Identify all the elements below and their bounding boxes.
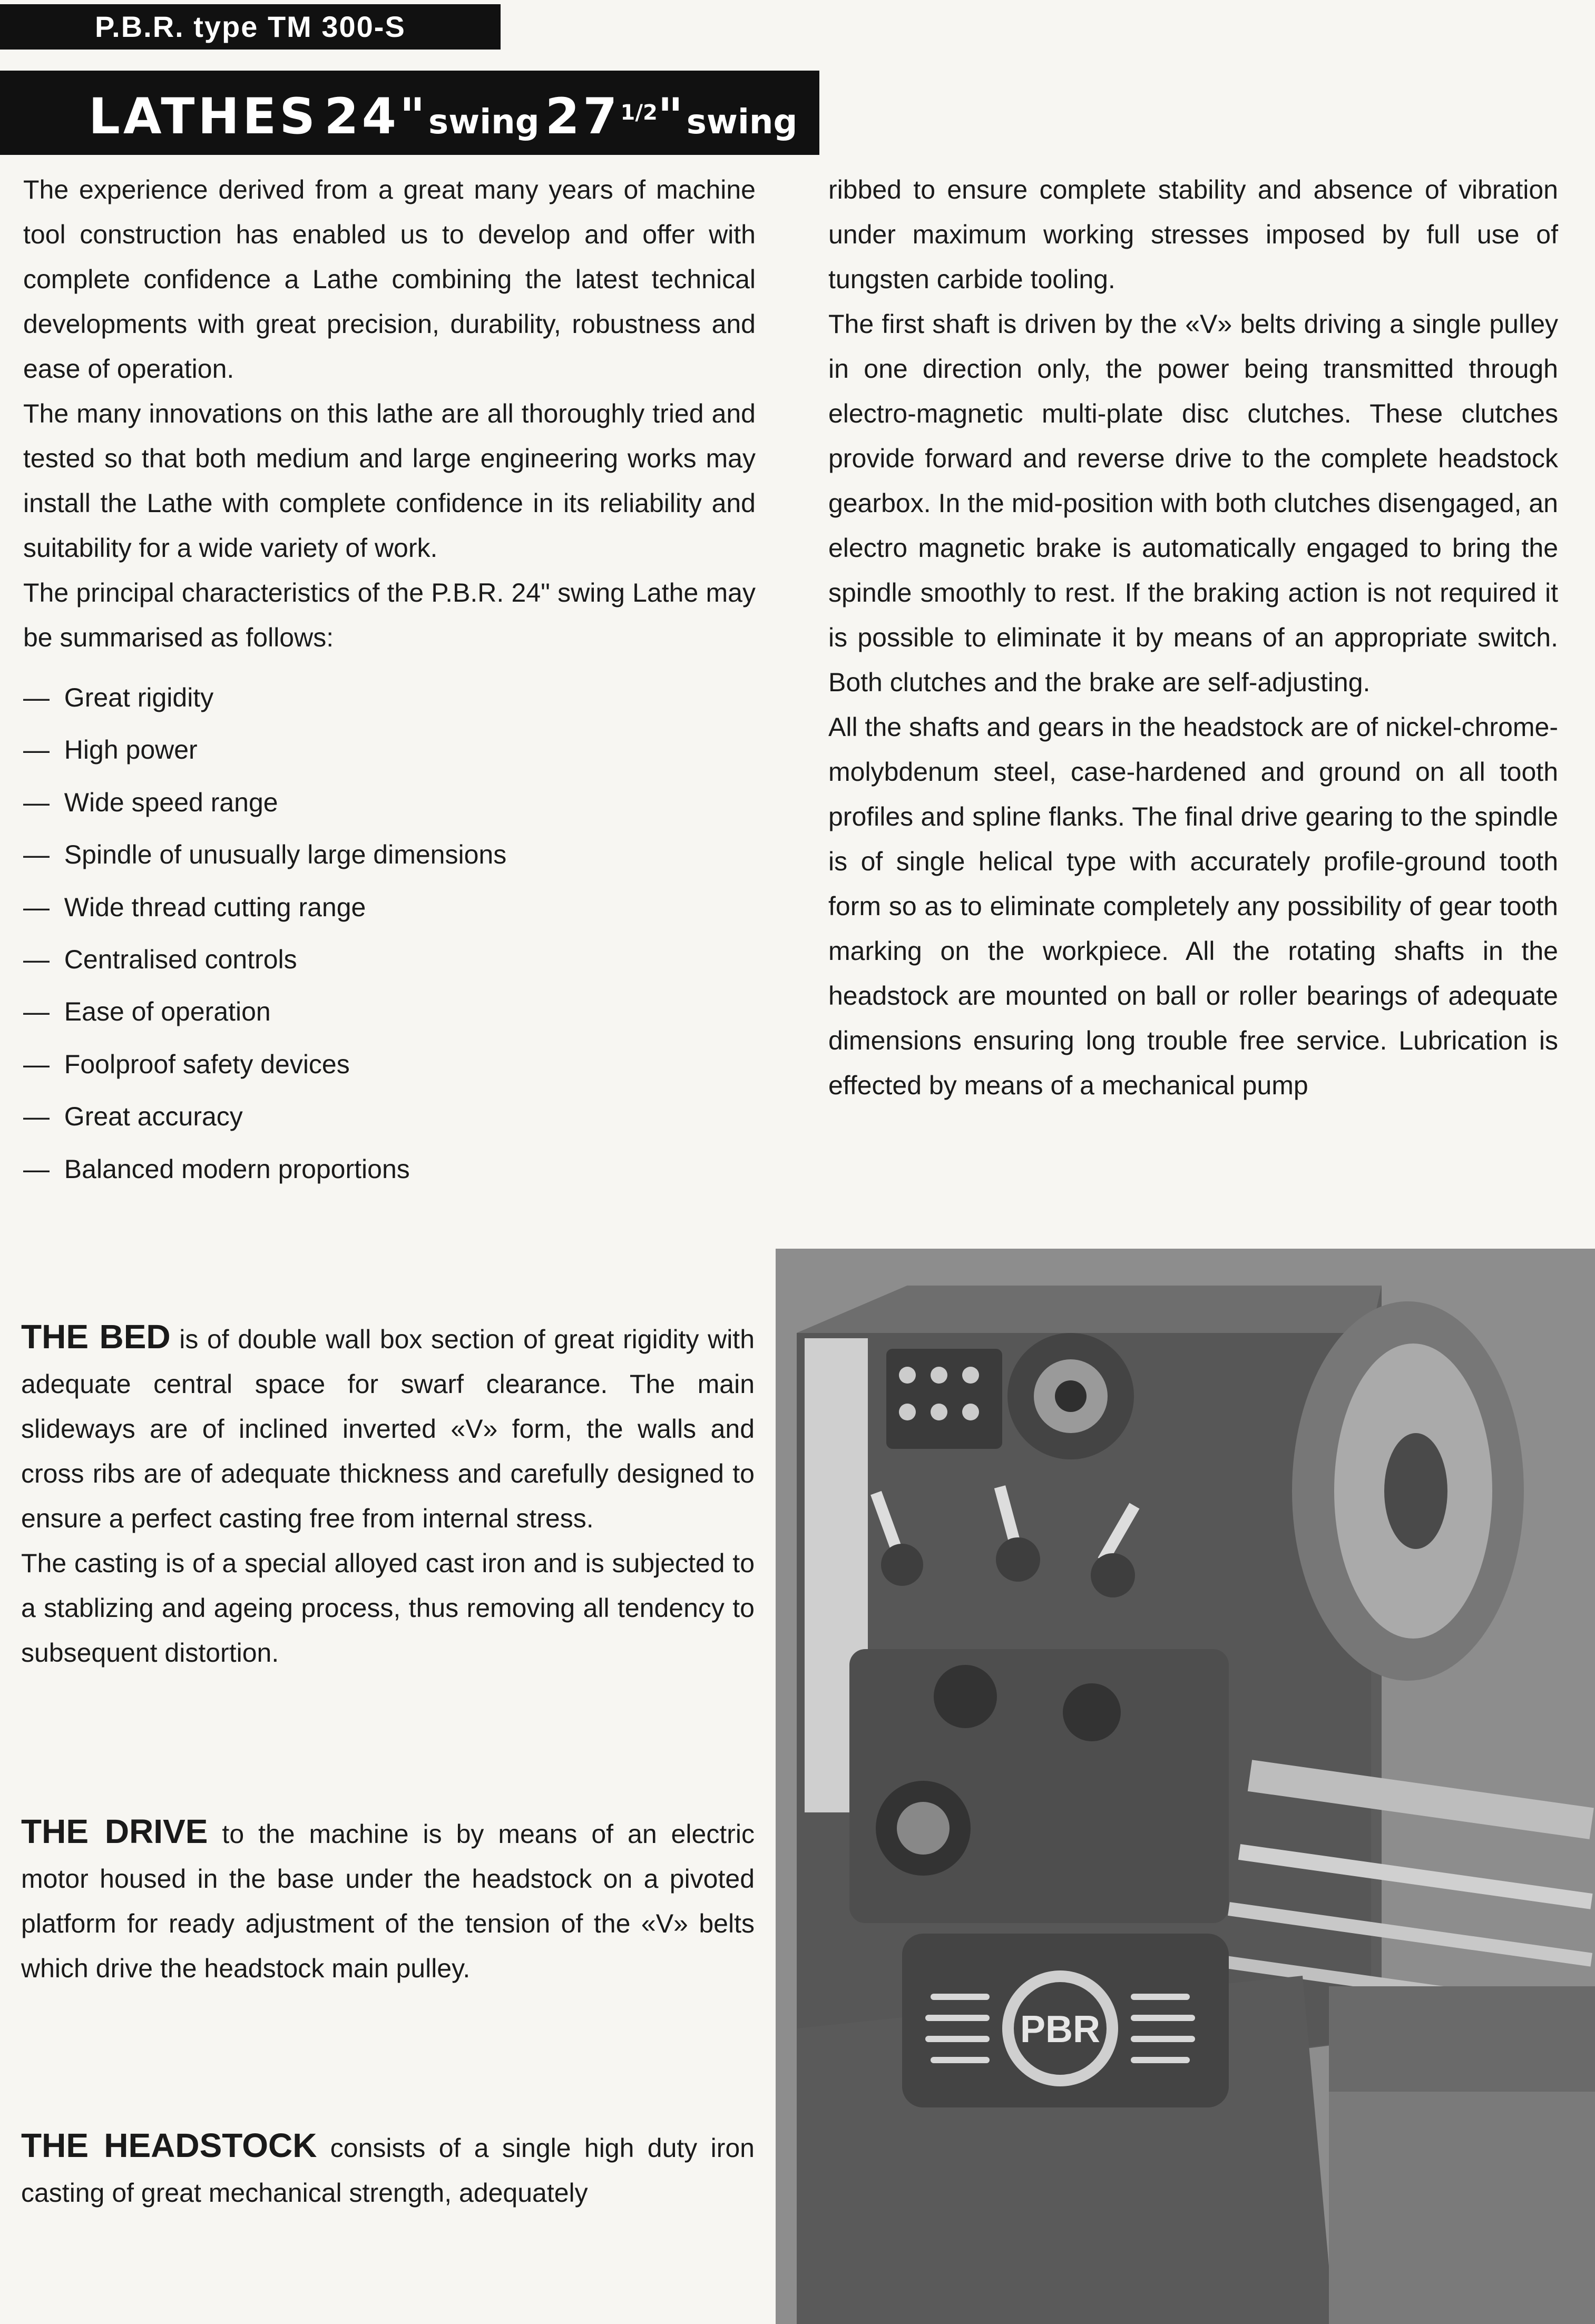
intro-paragraph-2: The many innovations on this lathe are all thoroughly tried and tested so that both medium and large engineering works may install the Lathe with complete confidence in its reliability and suitability for a wide variety of work. xyxy=(23,399,756,563)
fraction: 1/2 xyxy=(620,101,658,125)
feature-item: — Spindle of unusually large dimensions xyxy=(23,829,756,881)
size-27: 27 xyxy=(545,88,621,145)
headstock-text: consists of a single high duty iron casting of great mechanical strength, adequately xyxy=(21,2133,755,2208)
feature-item: — Ease of operation xyxy=(23,986,756,1038)
section-headstock xyxy=(21,2123,755,2215)
drive-text: to the machine is by means of an electric motor housed in the base under the headstock on a pivoted platform for ready adjustment of the tension of the «V» belts which drive the headstock main pulley. xyxy=(21,1819,755,1983)
fraction-denominator: 2 xyxy=(642,101,658,125)
feature-list xyxy=(23,672,756,1195)
section-drive xyxy=(21,1809,755,1991)
lathe-photo xyxy=(776,1249,1595,2324)
intro-paragraph-3: The principal characteristics of the P.B.R. 24" swing Lathe may be summarised as follows: xyxy=(23,578,756,652)
feature-item: — Balanced modern proportions xyxy=(23,1143,756,1195)
lathe-illustration xyxy=(776,1249,1595,2324)
feature-item: — Wide speed range xyxy=(23,777,756,829)
section-heading-drive: THE DRIVE xyxy=(21,1812,208,1850)
pbr-logo-text: PBR xyxy=(1020,2008,1101,2051)
fraction-numerator: 1 xyxy=(620,101,635,125)
right-paragraph-2: The first shaft is driven by the «V» belts driving a single pulley in one direction only, the power being transmitted through electro-magnetic multi-plate disc clutches. These clutches provide forward and reverse drive to the complete headstock gearbox. In the mid-position with both clutches disengaged, an electro magnetic brake is automatically engaged to bring the spindle smoothly to rest. If the braking action is not required it is possible to eliminate it by means of an appropriate switch. Both clutches and the brake are self-adjusting. xyxy=(828,309,1558,697)
intro-paragraph-1: The experience derived from a great many years of machine tool construction has enabled us to develop and offer with complete confidence a Lathe combining the latest technical developments with great precision, durability, robustness and ease of operation. xyxy=(23,175,756,384)
title-word: LATHES xyxy=(89,88,319,145)
size-24: 24" xyxy=(324,88,428,145)
section-heading-bed: THE BED xyxy=(21,1318,171,1356)
section-heading-headstock: THE HEADSTOCK xyxy=(21,2126,317,2164)
feature-item: — Centralised controls xyxy=(23,934,756,986)
feature-item: — Wide thread cutting range xyxy=(23,881,756,934)
feature-item: — Great accuracy xyxy=(23,1091,756,1143)
feature-item: — Great rigidity xyxy=(23,672,756,724)
bed-text-1: is of double wall box section of great rigidity with adequate central space for swarf clearance. The main slideways are of inclined inverted «V» form, the walls and cross ribs are of adequate thickness and carefully designed to ensure a perfect casting free from internal stress. xyxy=(21,1325,755,1533)
right-paragraph-3: All the shafts and gears in the headstock are of nickel-chrome-molybdenum steel, case-hardened and ground on all tooth profiles and spline flanks. The final drive gearing to the spindle is of single helical type with accurately profile-ground tooth form so as to eliminate completely any possibility of gear tooth marking on the workpiece. All the rotating shafts in the headstock are mounted on ball or roller bearings of adequate dimensions ensuring long trouble free service. Lubrication is effected by means of a mechanical pump xyxy=(828,712,1558,1100)
bed-text-2: The casting is of a special alloyed cast iron and is subjected to a stablizing and ageing process, thus removing all tendency to subsequent distortion. xyxy=(21,1548,755,1668)
intro-column xyxy=(23,168,756,1195)
section-bed xyxy=(21,1315,755,1675)
swing-label-2: swing xyxy=(686,103,798,142)
feature-item: — Foolproof safety devices xyxy=(23,1038,756,1091)
model-tag: P.B.R. type TM 300-S xyxy=(0,4,501,50)
title-banner xyxy=(0,71,819,155)
right-column xyxy=(828,168,1558,1108)
size-27-suffix: " xyxy=(657,88,687,145)
right-paragraph-1: ribbed to ensure complete stability and absence of vibration under maximum working stresses imposed by full use of tungsten carbide tooling. xyxy=(828,175,1558,294)
swing-label-1: swing xyxy=(428,103,540,142)
feature-item: — High power xyxy=(23,724,756,776)
